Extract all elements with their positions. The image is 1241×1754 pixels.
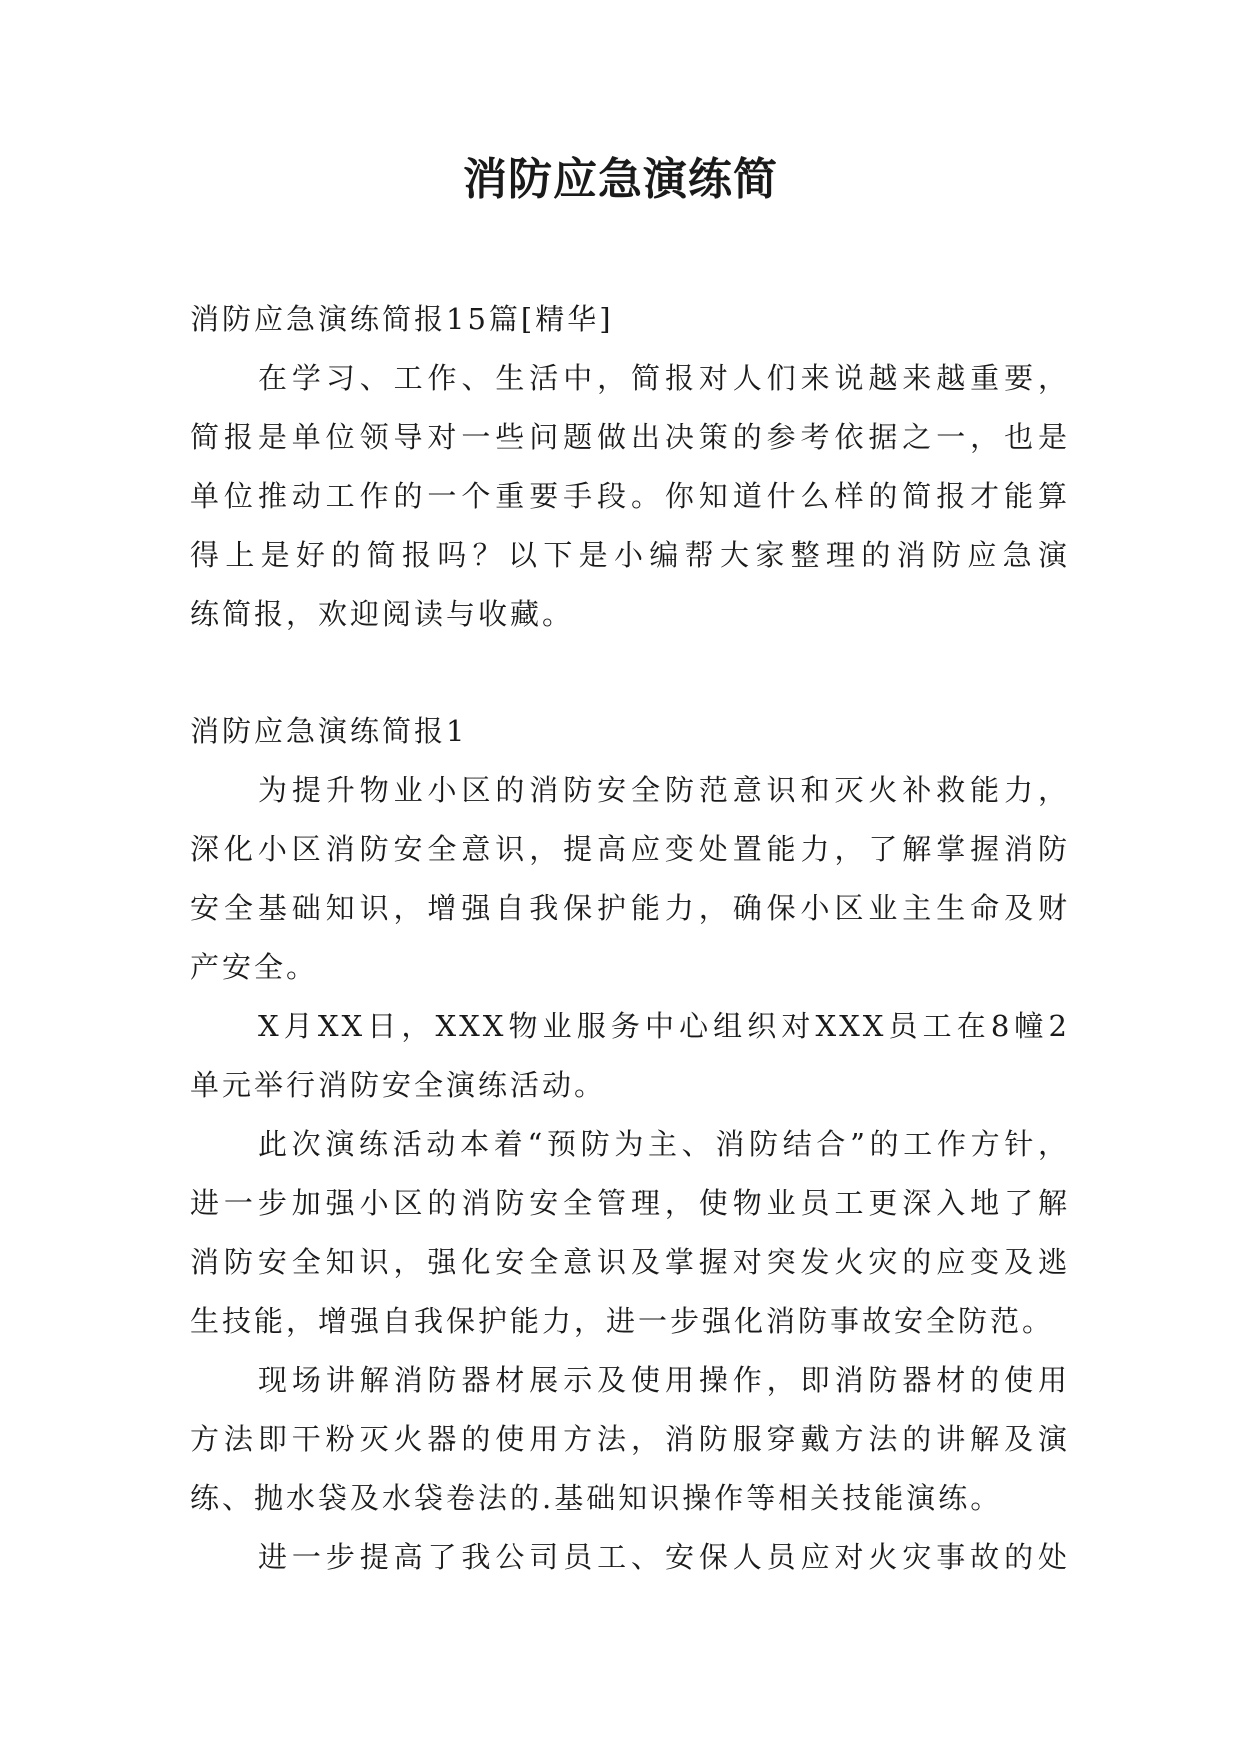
paragraph-line: 为提升物业小区的消防安全防范意识和灭火补救能力， xyxy=(258,773,1070,807)
section-gap xyxy=(190,644,1070,702)
paragraph-line: 单元举行消防安全演练活动。 xyxy=(190,1068,607,1102)
document-title: 消防应急演练简 xyxy=(463,154,778,205)
paragraph-line: X月XX日，XXX物业服务中心组织对XXX员工在8幢2 xyxy=(258,1009,1070,1043)
paragraph-4 xyxy=(190,1351,1070,1528)
paragraph-line: 得上是好的简报吗？以下是小编帮大家整理的消防应急演 xyxy=(190,538,1070,572)
paragraph-line: 单位推动工作的一个重要手段。你知道什么样的简报才能算 xyxy=(190,479,1070,513)
paragraph-5 xyxy=(190,1528,1070,1587)
paragraph-2 xyxy=(190,997,1070,1115)
paragraph-line: 方法即干粉灭火器的使用方法，消防服穿戴方法的讲解及演 xyxy=(190,1422,1070,1456)
paragraph-line: 生技能，增强自我保护能力，进一步强化消防事故安全防范。 xyxy=(190,1304,1055,1338)
paragraph-line: 进一步提高了我公司员工、安保人员应对火灾事故的处 xyxy=(258,1540,1070,1574)
paragraph-line: 在学习、工作、生活中，简报对人们来说越来越重要， xyxy=(258,361,1070,395)
paragraph-line: 安全基础知识，增强自我保护能力，确保小区业主生命及财 xyxy=(190,891,1070,925)
paragraph-line: 产安全。 xyxy=(190,950,319,984)
section-heading-intro: 消防应急演练简报15篇[精华] xyxy=(190,302,614,336)
paragraph-line: 现场讲解消防器材展示及使用操作，即消防器材的使用 xyxy=(258,1363,1070,1397)
section-heading-1: 消防应急演练简报1 xyxy=(190,714,468,748)
paragraph-line: 消防安全知识，强化安全意识及掌握对突发火灾的应变及逃 xyxy=(190,1245,1070,1279)
paragraph-3 xyxy=(190,1115,1070,1351)
paragraph-line: 练简报，欢迎阅读与收藏。 xyxy=(190,597,575,631)
intro-paragraph xyxy=(190,349,1070,644)
paragraph-line: 进一步加强小区的消防安全管理，使物业员工更深入地了解 xyxy=(190,1186,1070,1220)
paragraph-1 xyxy=(190,761,1070,997)
paragraph-line: 此次演练活动本着“预防为主、消防结合”的工作方针， xyxy=(258,1127,1070,1161)
paragraph-line: 练、抛水袋及水袋卷法的.基础知识操作等相关技能演练。 xyxy=(190,1481,1003,1515)
paragraph-line: 深化小区消防安全意识，提高应变处置能力，了解掌握消防 xyxy=(190,832,1070,866)
paragraph-line: 简报是单位领导对一些问题做出决策的参考依据之一，也是 xyxy=(190,420,1070,454)
document-body xyxy=(190,290,1070,1587)
